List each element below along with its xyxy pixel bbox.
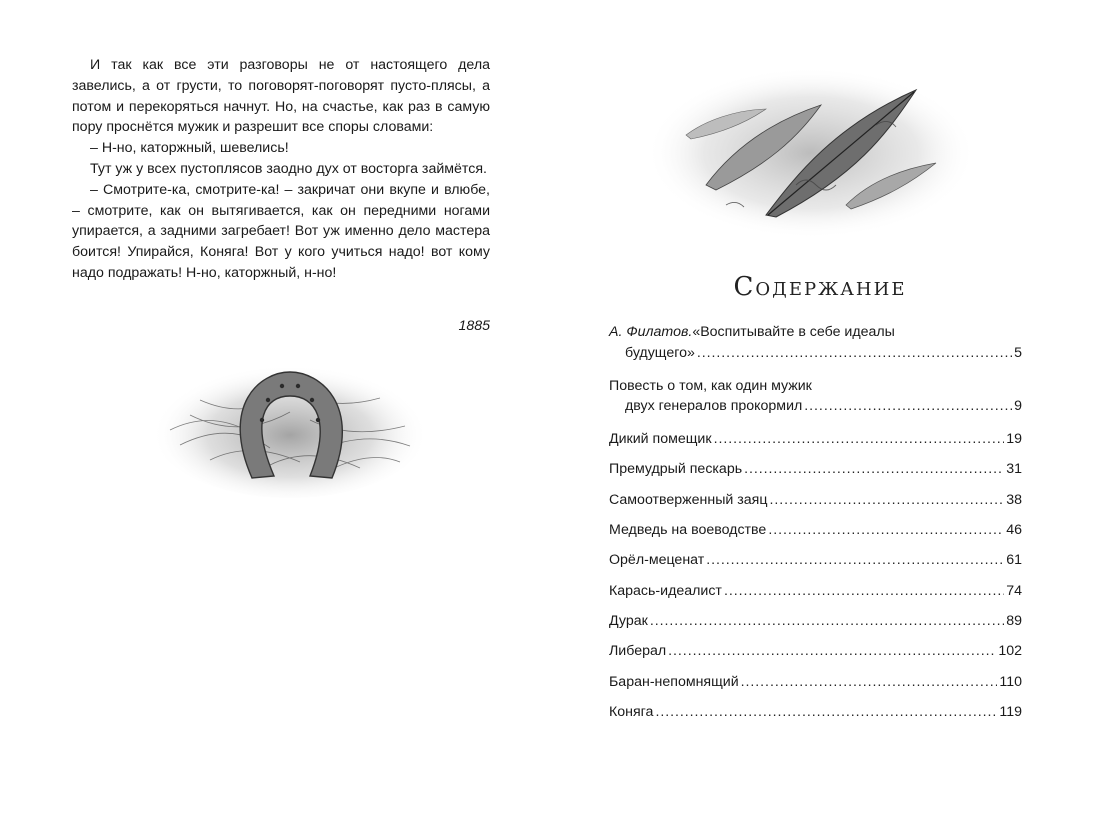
paragraph: Тут уж у всех пустоплясов заодно дух от восторга займётся. [90, 160, 487, 177]
year: 1885 [458, 318, 490, 334]
leader-dots [741, 672, 998, 693]
toc-title: Дурак [609, 612, 648, 629]
paragraph: И так как все эти разговоры не от настоящего дела завелись, а от грусти, то поговорят-поговорят пусто-плясы, а потом и перекоряться начнут. Но, на счастье, как раз в самую пору проснётся мужик и разрешит все споры словами: [72, 57, 490, 136]
leader-dots [744, 459, 1004, 480]
leader-dots [697, 343, 1012, 364]
right-page [550, 0, 1100, 825]
toc-entry[interactable] [609, 322, 1022, 364]
table-of-contents [609, 322, 1022, 723]
toc-page-number: 102 [998, 643, 1022, 660]
toc-page-number: 119 [999, 703, 1022, 720]
toc-title: Самоотверженный заяц [609, 491, 768, 508]
toc-entry[interactable] [609, 520, 1022, 541]
toc-title-line1: Повесть о том, как один мужик [609, 377, 812, 394]
toc-title: Баран-непомнящий [609, 673, 739, 690]
toc-entry[interactable] [609, 550, 1022, 571]
toc-page-number: 89 [1006, 612, 1022, 629]
toc-title: Дикий помещик [609, 431, 712, 448]
horseshoe-illustration [150, 350, 430, 500]
toc-page-number: 31 [1006, 461, 1022, 478]
leader-dots [724, 581, 1004, 602]
toc-entry[interactable] [609, 490, 1022, 511]
toc-title: Медведь на воеводстве [609, 522, 767, 539]
toc-title-line1: «Воспитывайте в себе идеалы [692, 324, 895, 340]
leader-dots [768, 520, 1004, 541]
toc-page-number: 74 [1006, 582, 1022, 599]
toc-title: Либерал [609, 643, 667, 660]
leader-dots [668, 641, 996, 662]
story-text [72, 55, 490, 284]
leader-dots [706, 550, 1004, 571]
toc-page-number: 19 [1006, 431, 1022, 448]
toc-entry[interactable] [609, 641, 1022, 662]
toc-page-number: 5 [1014, 344, 1022, 361]
leader-dots [770, 490, 1005, 511]
toc-author: А. Филатов. [609, 324, 693, 340]
toc-page-number: 46 [1006, 522, 1022, 539]
toc-page-number: 110 [999, 673, 1022, 690]
toc-entry[interactable] [609, 581, 1022, 602]
toc-page-number: 38 [1006, 491, 1022, 508]
toc-title: Премудрый пескарь [609, 461, 743, 478]
leader-dots [714, 429, 1005, 450]
toc-title-line2: двух генералов прокормил [625, 398, 803, 415]
toc-entry[interactable] [609, 672, 1022, 693]
toc-entry[interactable] [609, 459, 1022, 480]
toc-title: Коняга [609, 703, 654, 720]
feather-illustration [646, 65, 976, 240]
toc-title: Карась-идеалист [609, 582, 722, 599]
toc-entry[interactable] [609, 702, 1022, 723]
toc-title: Орёл-меценат [609, 552, 705, 569]
toc-page-number: 9 [1014, 398, 1022, 415]
toc-page-number: 61 [1006, 552, 1022, 569]
leader-dots [804, 396, 1012, 417]
toc-entry[interactable] [609, 376, 1022, 418]
leader-dots [650, 611, 1004, 632]
toc-entry[interactable] [609, 429, 1022, 450]
paragraph: – Смотрите-ка, смотрите-ка! – закричат они вкупе и влюбе, – смотрите, как он вытягивается, как он передними ногами упирается, а задними загребает! Вот уж именно дело мастера боится! Упирайся, Коняга! Вот у кого учиться надо! вот кому надо подражать! Н-но, каторжный, н-но! [72, 181, 490, 281]
toc-title-line2: будущего» [625, 344, 695, 361]
paragraph: – Н-но, каторжный, шевелись! [90, 140, 289, 157]
toc-heading: Содержание [733, 272, 907, 302]
toc-entry[interactable] [609, 611, 1022, 632]
leader-dots [655, 702, 997, 723]
